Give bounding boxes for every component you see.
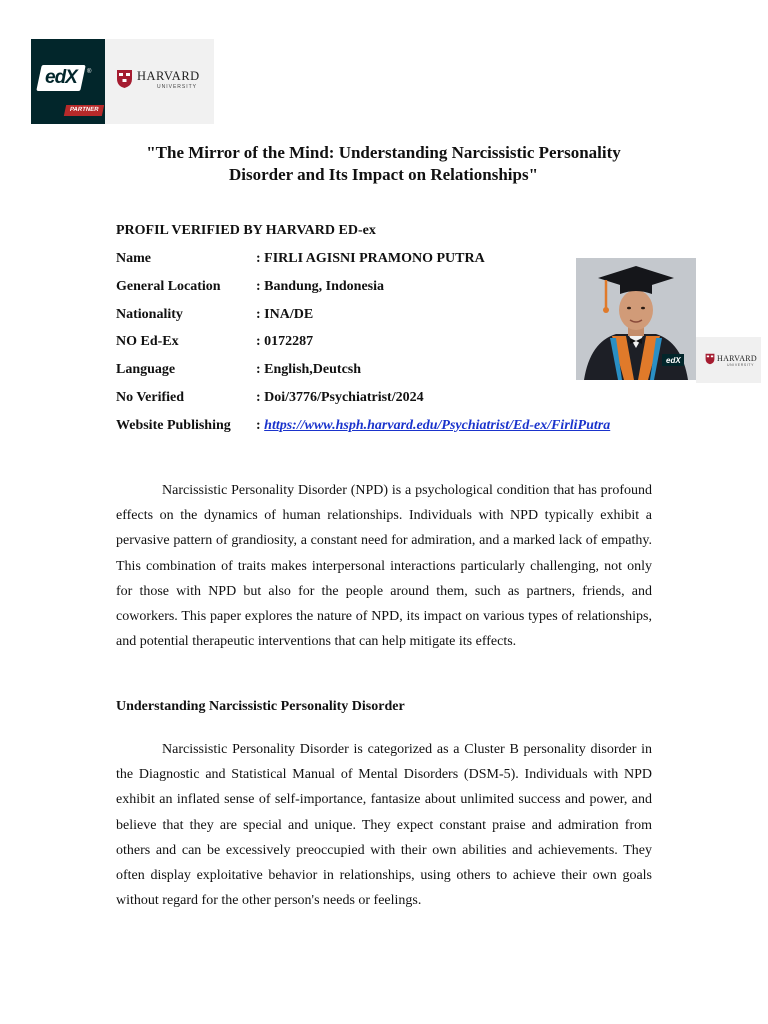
edx-logo	[31, 39, 105, 124]
profile-label: Nationality	[116, 306, 183, 322]
harvard-logo	[105, 39, 214, 124]
body-paragraph-1	[116, 478, 652, 654]
profile-value	[256, 416, 676, 444]
profile-label: General Location	[116, 278, 221, 294]
profile-label: Language	[116, 362, 176, 378]
harvard-shield-icon	[705, 353, 715, 365]
graduate-portrait-image	[576, 258, 696, 380]
profile-row-website	[116, 416, 676, 444]
profile-value: : FIRLI AGISNI PRAMONO PUTRA	[256, 251, 485, 266]
partner-badge: PARTNER	[64, 105, 104, 116]
harvard-sub: UNIVERSITY	[157, 84, 198, 90]
photo-badge-sub: UNIVERSITY	[727, 363, 755, 367]
website-link[interactable]: https://www.hsph.harvard.edu/Psychiatrist/Ed-ex/FirliPutra	[264, 417, 611, 433]
paragraph-text: Narcissistic Personality Disorder is categorized as a Cluster B personality disorder in the Diagnostic and Statistical Manual of Mental Disorders (DSM-5). Individuals with NPD exhibit an inflated sense of self-importance, fantasize about unlimited success and power, and believe that they are special and unique. They expect constant praise and admiration from others and can be excessively preoccupied with their own abilities and achievements. They often display exploitative behavior in relationships, using others to achieve their own goals without regard for the other person's needs or feelings.	[116, 742, 652, 909]
edx-mark	[36, 65, 86, 91]
profile-label: NO Ed-Ex	[116, 334, 179, 350]
website-prefix: :	[256, 417, 265, 433]
section-heading: Understanding Narcissistic Personality Disorder	[116, 699, 405, 714]
profile-label: Website Publishing	[116, 417, 231, 433]
profile-heading: PROFIL VERIFIED BY HARVARD ED-ex	[116, 223, 376, 238]
harvard-shield-icon	[116, 69, 133, 89]
profile-value: : Bandung, Indonesia	[256, 278, 385, 294]
profile-label: No Verified	[116, 389, 185, 405]
photo-harvard-badge	[696, 337, 761, 383]
paragraph-text: Narcissistic Personality Disorder (NPD) is a psychological condition that has profound effects on the dynamics of human relationships. Individuals with NPD typically exhibit a pervasive pattern of grandiosity, a constant need for admiration, and a marked lack of empathy. This combination of traits makes interpersonal interactions particularly challenging, not only for those with NPD but also for the people around them, such as partners, friends, and coworkers. This paper explores the nature of NPD, its impact on various types of relationships, and potential therapeutic interventions that can help mitigate its effects.	[116, 483, 652, 650]
harvard-name: HARVARD	[137, 69, 200, 83]
document-title: "The Mirror of the Mind: Understanding Narcissistic Personality Disorder and Its Impact on Relationships"	[146, 143, 621, 184]
profile-value: : Doi/3776/Psychiatrist/2024	[256, 389, 424, 405]
profile-label: Name	[116, 251, 151, 266]
profile-value: : INA/DE	[256, 306, 314, 322]
profile-value: : 0172287	[256, 334, 314, 350]
edx-harvard-logo	[31, 39, 214, 124]
body-paragraph-2	[116, 737, 652, 913]
edx-logo-text: edX	[45, 67, 77, 88]
profile-row-verified	[116, 388, 676, 416]
photo-badge-name: HARVARD	[717, 354, 757, 363]
trademark-mark: ®	[87, 69, 92, 75]
profile-photo	[576, 258, 696, 380]
svg-text:edX: edX	[666, 356, 681, 365]
profile-value: : English,Deutcsh	[256, 362, 362, 378]
